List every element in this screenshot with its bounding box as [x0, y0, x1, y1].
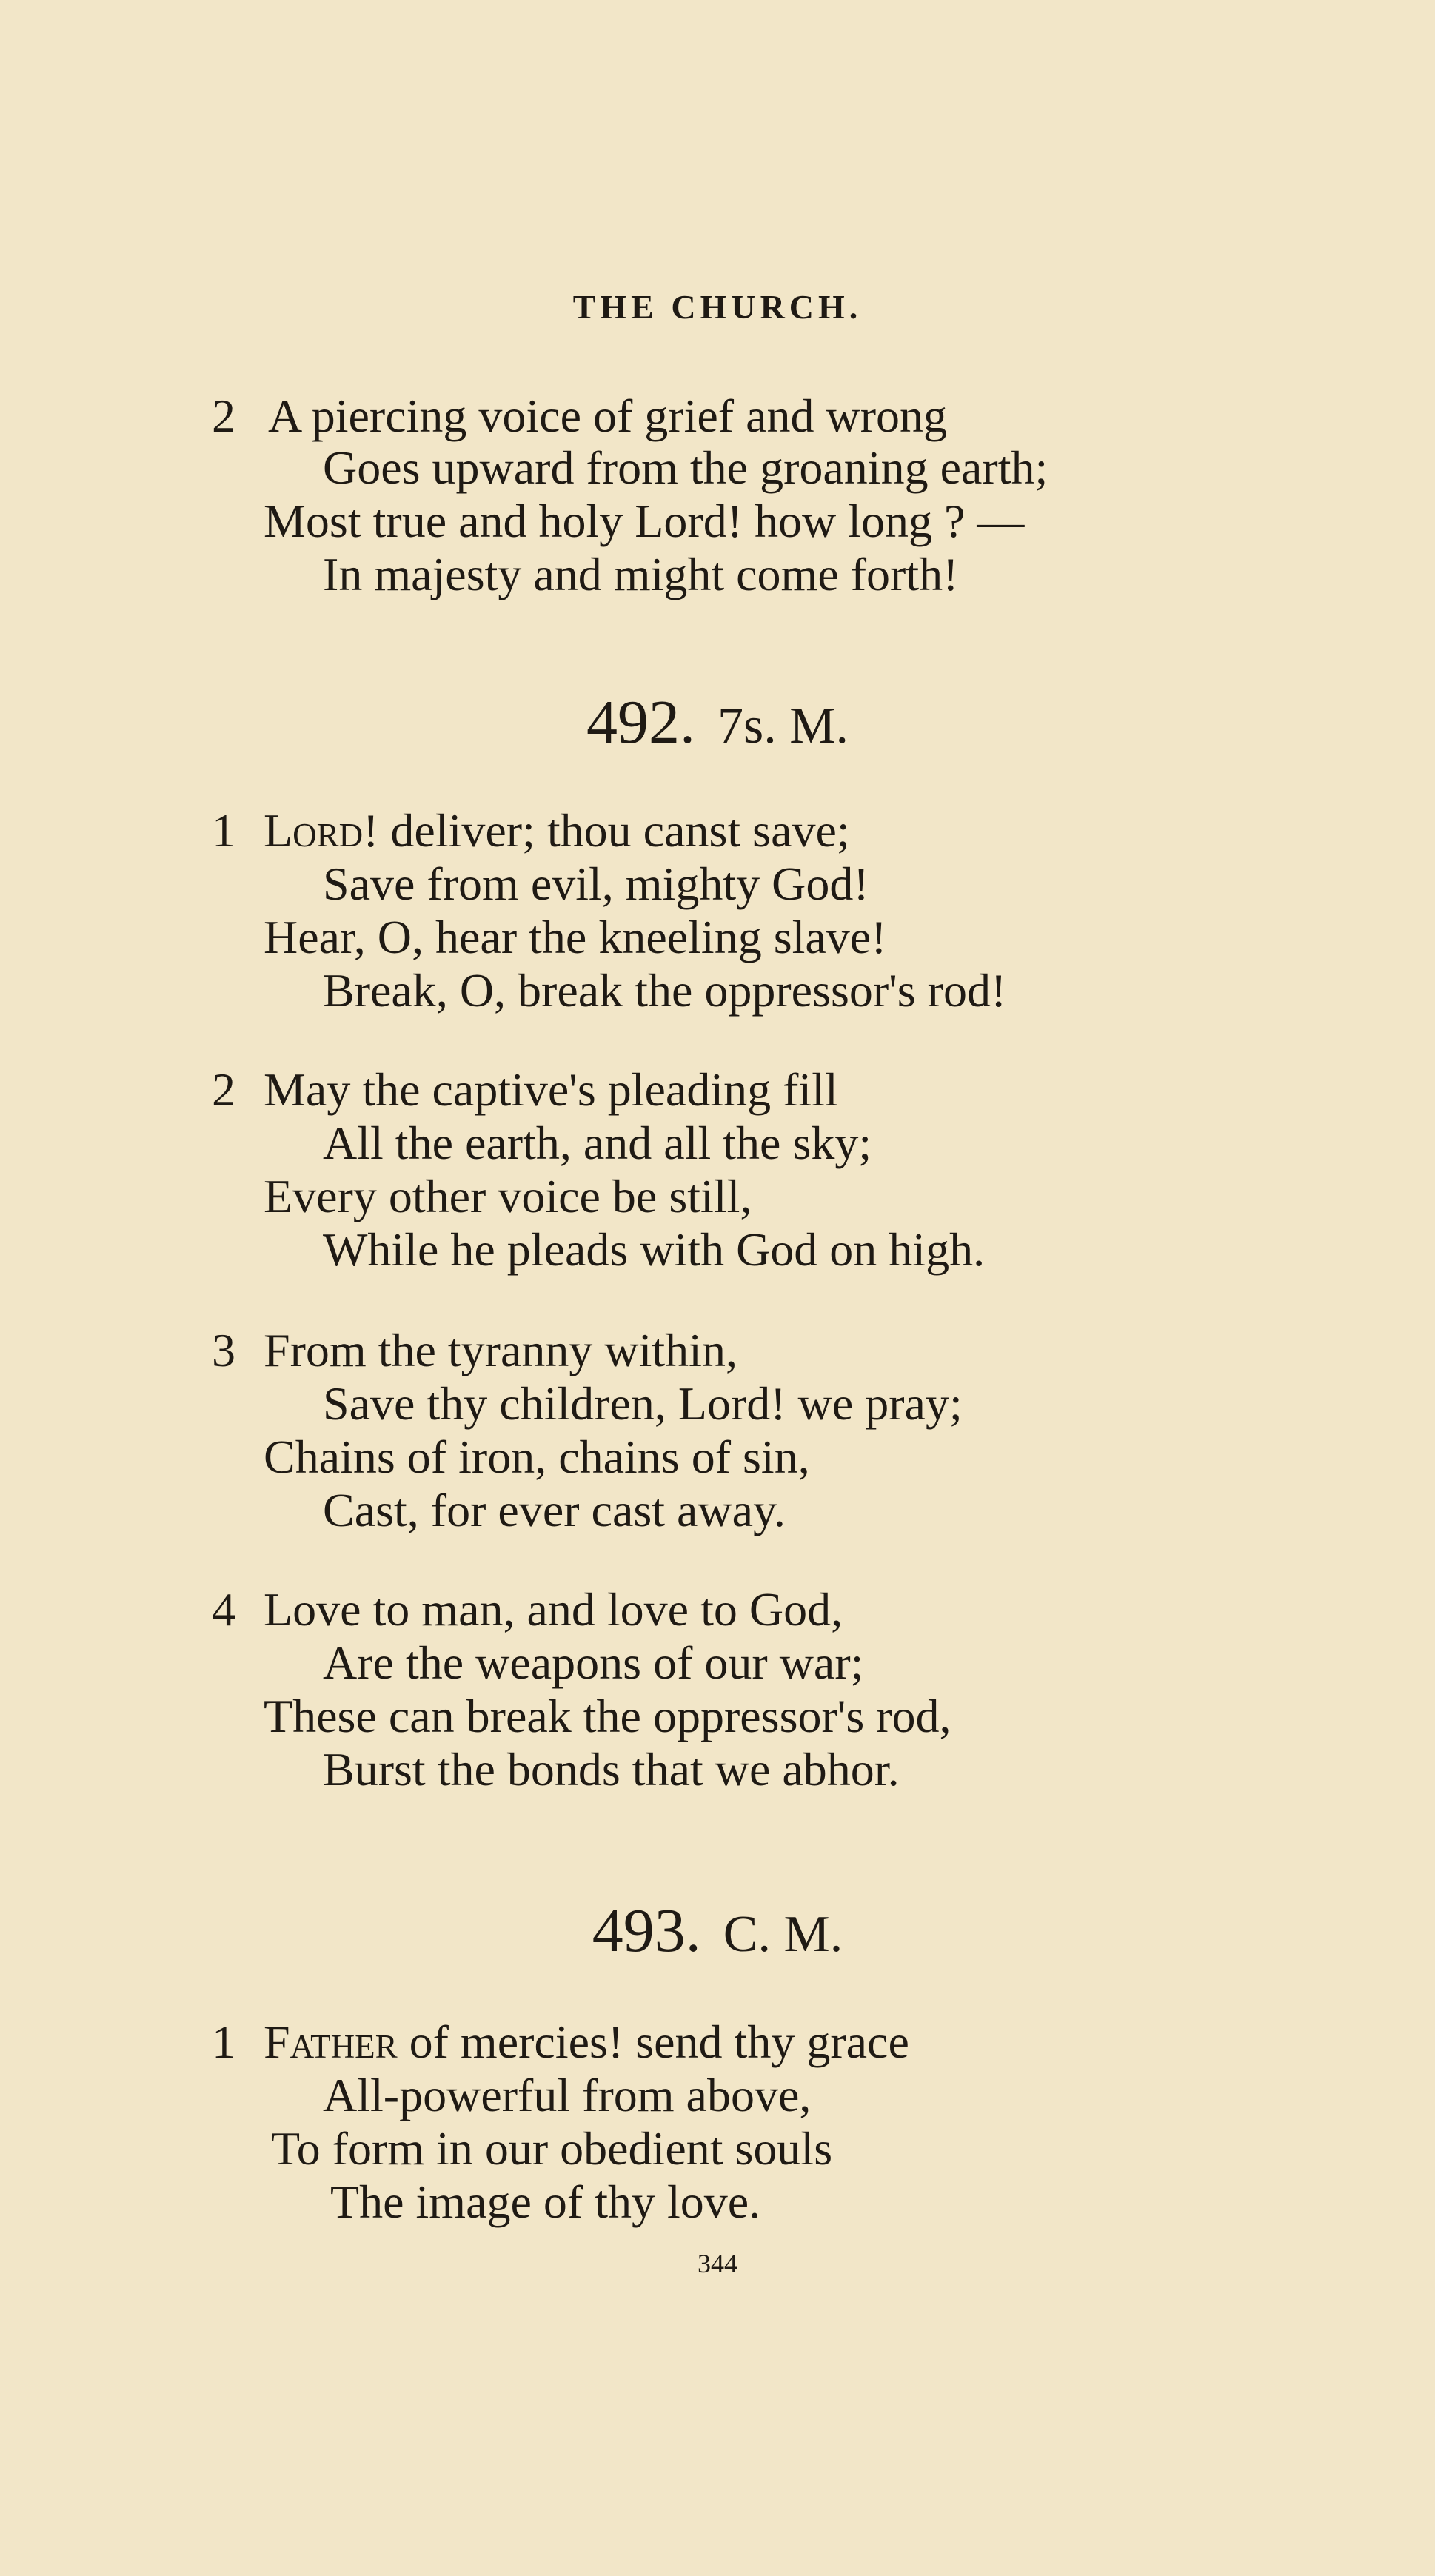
verse-line	[264, 2015, 909, 2068]
hymn-number: 492.	[586, 688, 695, 757]
verse-line: Chains of iron, chains of sin,	[264, 1431, 810, 1483]
stanza-number: 4	[212, 1583, 235, 1636]
stanza-number: 1	[212, 804, 235, 857]
running-head: THE CHURCH.	[572, 288, 863, 326]
verse-line: In majesty and might come forth!	[323, 548, 959, 600]
verse-line: Save from evil, mighty God!	[323, 857, 869, 910]
verse-line: May the captive's pleading fill	[264, 1063, 838, 1116]
verse-line-rest: ! deliver; thou canst save;	[363, 804, 850, 857]
verse-line: Goes upward from the groaning earth;	[323, 441, 1048, 494]
hymn-number: 493.	[592, 1896, 701, 1965]
verse-line: All-powerful from above,	[323, 2069, 812, 2121]
verse-line: Love to man, and love to God,	[264, 1583, 843, 1636]
hymn-meter: 7s. M.	[718, 697, 849, 755]
verse-line	[264, 804, 850, 857]
verse-line-rest: of mercies! send thy grace	[397, 2015, 909, 2068]
stanza-number: 3	[212, 1324, 235, 1376]
verse-line: Most true and holy Lord! how long ? —	[264, 495, 1025, 547]
page-number: 344	[698, 2249, 737, 2278]
verse-line: These can break the oppressor's rod,	[264, 1690, 951, 1742]
stanza-number: 1	[212, 2015, 235, 2068]
verse-line: Burst the bonds that we abhor.	[323, 1743, 900, 1796]
verse-line: All the earth, and all the sky;	[323, 1117, 872, 1169]
verse-line: A piercing voice of grief and wrong	[268, 389, 948, 442]
hymn-heading	[0, 1896, 1435, 1965]
verse-line: Save thy children, Lord! we pray;	[323, 1377, 963, 1430]
hymn-meter: C. M.	[723, 1906, 843, 1963]
verse-line: Hear, O, hear the kneeling slave!	[264, 911, 887, 963]
verse-line: Cast, for ever cast away.	[323, 1484, 786, 1536]
hymn-heading	[0, 688, 1435, 757]
stanza-number: 2	[212, 389, 235, 442]
stanza-number: 2	[212, 1063, 235, 1116]
small-caps-word: Father	[264, 2015, 398, 2068]
verse-line: While he pleads with God on high.	[323, 1223, 986, 1276]
verse-line: To form in our obedient souls	[271, 2122, 833, 2175]
small-caps-word: Lord	[264, 804, 364, 857]
verse-line: From the tyranny within,	[264, 1324, 737, 1376]
verse-line: Every other voice be still,	[264, 1170, 752, 1222]
verse-line: Are the weapons of our war;	[323, 1636, 864, 1689]
verse-line: Break, O, break the oppressor's rod!	[323, 964, 1007, 1017]
verse-line: The image of thy love.	[330, 2175, 761, 2228]
